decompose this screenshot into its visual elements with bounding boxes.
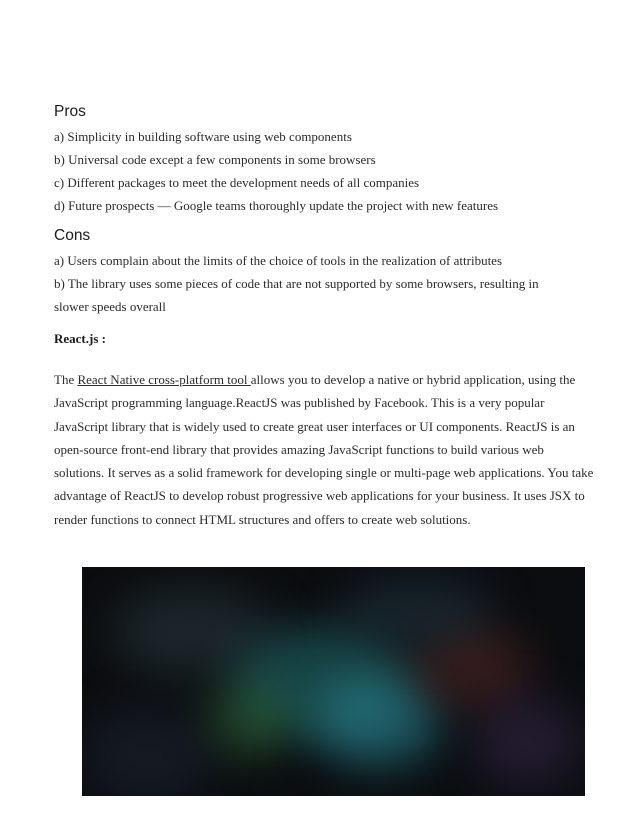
pros-list [54, 125, 594, 217]
reactjs-section-title: React.js : [54, 331, 106, 346]
image-blur-patch [472, 697, 582, 787]
pros-item: d) Future prospects — Google teams thoroughly update the project with new features [54, 198, 499, 213]
cons-item: b) The library uses some pieces of code that are not supported by some browsers, resulting in slower speeds overall [54, 276, 539, 314]
reactjs-description [54, 368, 594, 531]
pros-item: b) Universal code except a few components in some browsers [54, 152, 376, 167]
cons-list [54, 249, 594, 318]
cons-heading: Cons [54, 227, 91, 244]
image-blur-patch [342, 577, 492, 647]
react-native-link[interactable]: React Native cross-platform tool [77, 372, 251, 387]
pros-item: a) Simplicity in building software using web components [54, 129, 352, 144]
image-blur-patch [202, 687, 292, 757]
para-prefix: The [54, 372, 78, 387]
para-rest: allows you to develop a native or hybrid application, using the JavaScript programming language.ReactJS was published by Facebook. This is a very popular JavaScript library that is widely used to create great user interfaces or UI components. ReactJS is an open-source front-end library that provides amazing JavaScript functions to build various web solutions. It serves as a solid framework for developing single or multi-page web applications. You take advantage of ReactJS to develop robust progressive web applications for your business. It uses JSX to render functions to connect HTML structures and offers to create web solutions. [54, 372, 594, 527]
cons-item: a) Users complain about the limits of the choice of tools in the realization of attributes [54, 253, 503, 268]
image-blur-patch [82, 707, 212, 796]
pros-item: c) Different packages to meet the development needs of all companies [54, 175, 420, 190]
pros-heading: Pros [54, 103, 86, 120]
blurred-hero-image [82, 567, 585, 796]
